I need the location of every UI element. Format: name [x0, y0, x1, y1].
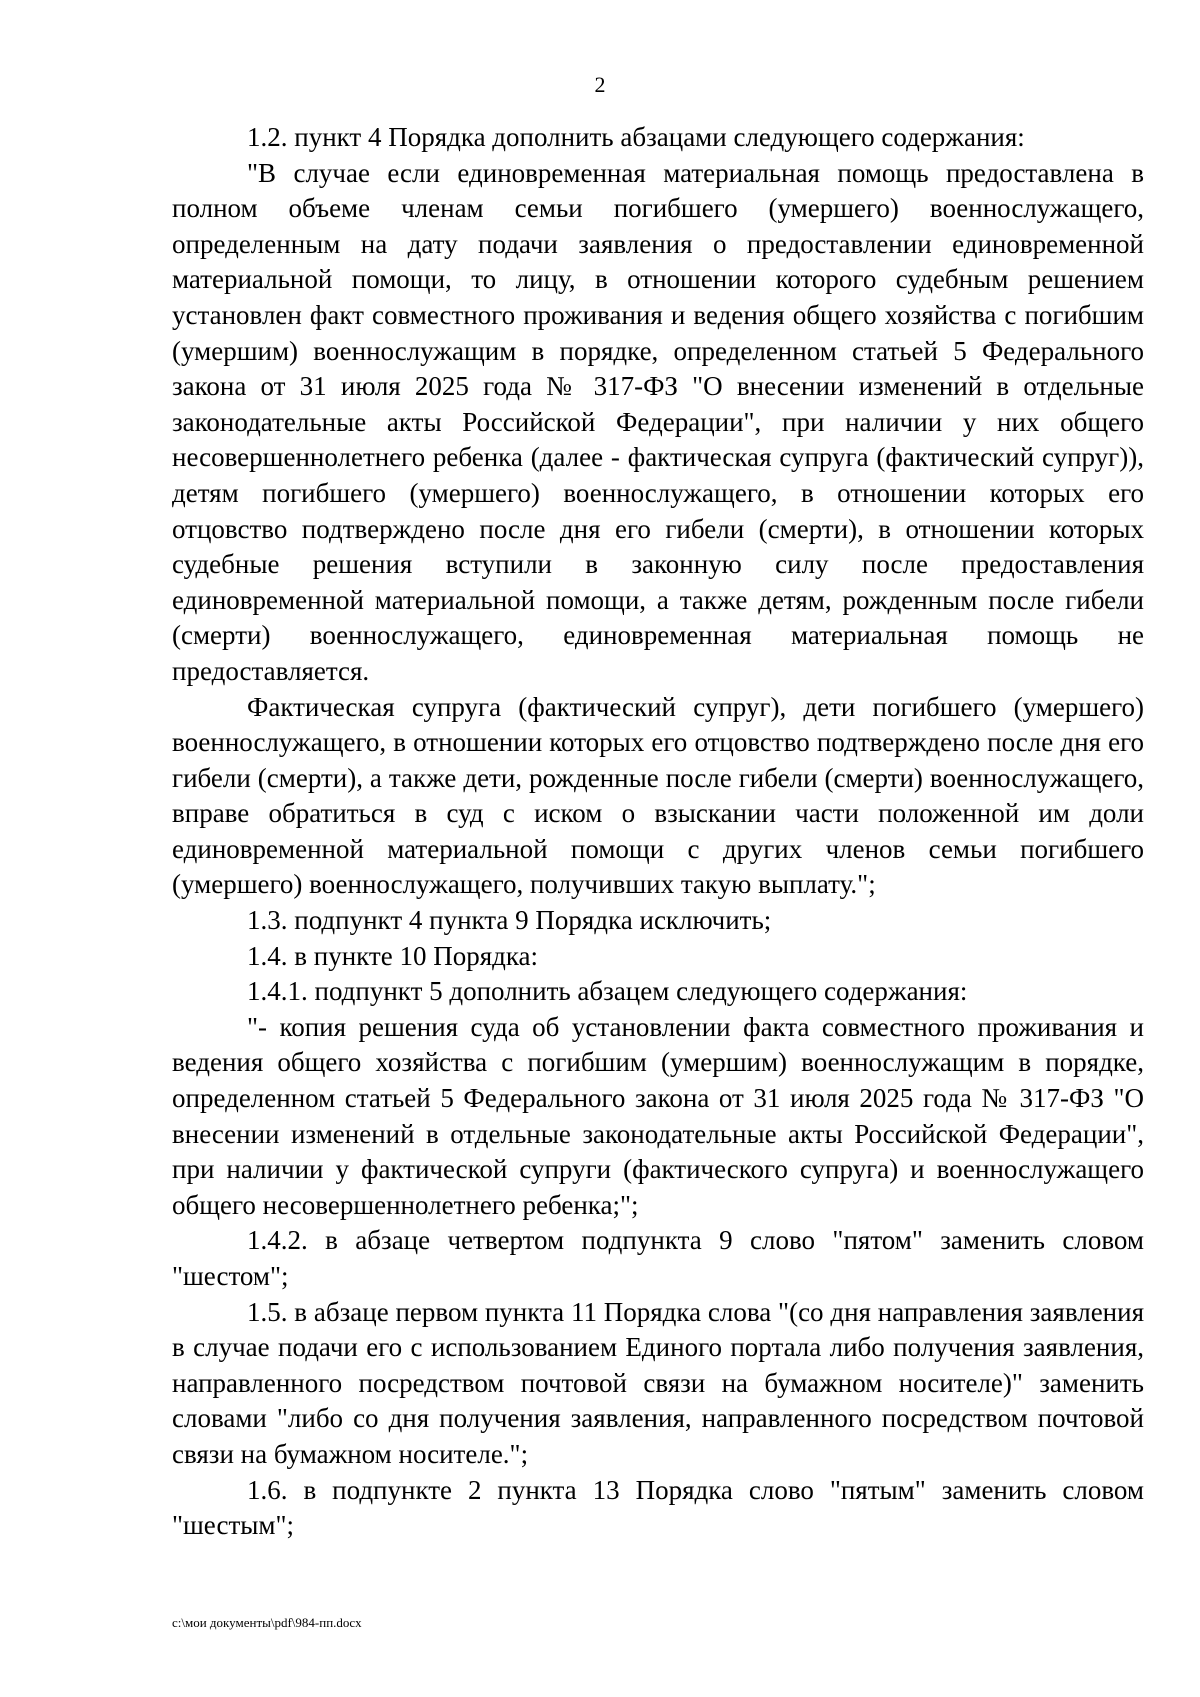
paragraph-quote-1: "В случае если единовременная материальная помощь предоставлена в полном объеме членам семьи погибшего (умершего) военнослужащего, определенным на дату подачи заявления о предоставлении единовременной материальной помощи, то лицу, в отношении которого судебным решением установлен факт совместного проживания и ведения общего хозяйства с погибшим (умершим) военнослужащим в порядке, определенном статьей 5 Федерального закона от 31 июля 2025 года № 317-ФЗ "О внесении изменений в отдельные законодательные акты Российской Федерации", при наличии у них общего несовершеннолетнего ребенка (далее - фактическая супруга (фактический супруг)), детям погибшего (умершего) военнослужащего, в отношении которых его отцовство подтверждено после дня его гибели (смерти), в отношении которых судебные решения вступили в законную силу после предоставления единовременной материальной помощи, а также детям, рожденным после гибели (смерти) военнослужащего, единовременная материальная помощь не предоставляется. — [172, 157, 1144, 686]
paragraph-quote-2: Фактическая супруга (фактический супруг), дети погибшего (умершего) военнослужащего, в отношении которых его отцовство подтверждено после дня его гибели (смерти), а также дети, рожденные после гибели (смерти) военнослужащего, вправе обратиться в суд с иском о взыскании части положенной им доли единовременной материальной помощи с других членов семьи погибшего (умершего) военнослужащего, получивших такую выплату."; — [172, 691, 1144, 900]
paragraph-1-4: 1.4. в пункте 10 Порядка: — [247, 940, 539, 971]
paragraph-1-4-1: 1.4.1. подпункт 5 дополнить абзацем следующего содержания: — [247, 976, 968, 1007]
paragraph-1-5: 1.5. в абзаце первом пункта 11 Порядка слова "(со дня направления заявления в случае подачи его с использованием Единого портала либо получения заявления, направленного посредством почтовой связи на бумажном носителе)" заменить словами "либо со дня получения заявления, направленного посредством почтовой связи на бумажном носителе."; — [172, 1296, 1144, 1469]
paragraph-quote-3: "- копия решения суда об установлении факта совместного проживания и ведения общего хозяйства с погибшим (умершим) военнослужащим в порядке, определенном статьей 5 Федерального закона от 31 июля 2025 года № 317-ФЗ "О внесении изменений в отдельные законодательные акты Российской Федерации", при наличии у фактической супруги (фактического супруга) и военнослужащего общего несовершеннолетнего ребенка;"; — [172, 1011, 1144, 1220]
paragraph-1-3: 1.3. подпункт 4 пункта 9 Порядка исключить; — [247, 905, 772, 936]
paragraph-1-4-2: 1.4.2. в абзаце четвертом подпункта 9 слово "пятом" заменить словом "шестом"; — [172, 1225, 1144, 1291]
paragraph-1-2: 1.2. пункт 4 Порядка дополнить абзацами следующего содержания: — [247, 122, 1025, 152]
page-number: 2 — [594, 72, 606, 97]
document-body — [172, 120, 1144, 1544]
footer-file-path: c:\мои документы\pdf\984-пп.docx — [172, 1615, 362, 1630]
paragraph-1-6: 1.6. в подпункте 2 пункта 13 Порядка слово "пятым" заменить словом "шестым"; — [172, 1474, 1144, 1541]
